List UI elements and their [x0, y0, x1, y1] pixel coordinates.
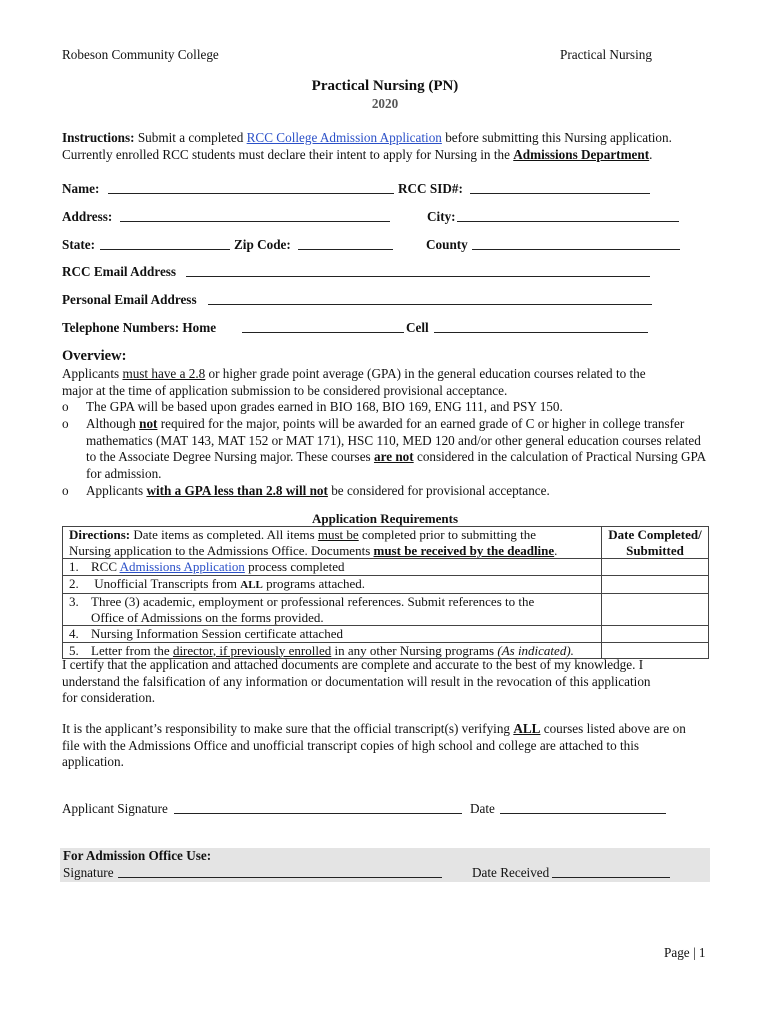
overview-p1a: Applicants	[62, 366, 120, 381]
item-5a: Letter from the	[91, 642, 170, 658]
county-label: County	[426, 237, 468, 252]
item-number: 1.	[69, 559, 79, 574]
bullet-2b: required for the major, points will be awarded for an earned grade of C or higher in college transfer mathematics (MAT 143, MAT 152 or MAT 171), HSC 110, MED 120 and/or other general education courses related to the Associate Degree Nursing major. These courses	[86, 416, 701, 465]
item-2	[63, 575, 602, 594]
date-received-label: Date Received	[472, 865, 550, 880]
bullet-mark: o	[62, 399, 69, 414]
table-row	[63, 626, 709, 643]
item-1	[63, 559, 602, 576]
overview-bullet-1	[62, 399, 712, 416]
city-field[interactable]	[457, 209, 679, 222]
bullet-mark: o	[62, 416, 69, 431]
instructions-text1: Submit a completed	[137, 130, 244, 145]
overview-heading: Overview:	[62, 348, 127, 364]
item-2b: programs attached.	[266, 575, 366, 591]
directions-b: completed prior to submitting the	[361, 527, 536, 542]
item-number: 2.	[69, 575, 79, 591]
rcc-email-field[interactable]	[186, 264, 650, 277]
item-number: 4.	[69, 626, 79, 641]
responsibility-b: courses listed above are on	[543, 721, 686, 736]
instructions-label: Instructions:	[62, 130, 135, 145]
overview-bullet-2	[62, 416, 712, 483]
page-number	[664, 945, 705, 961]
state-label: State:	[62, 237, 95, 252]
directions-a: Date items as completed. All items	[133, 527, 315, 542]
applicant-signature-label: Applicant Signature	[62, 801, 168, 816]
overview-intro	[62, 366, 712, 399]
phone-label: Telephone Numbers: Home	[62, 320, 217, 335]
certification	[62, 657, 712, 707]
responsibility	[62, 721, 712, 771]
zip-field[interactable]	[298, 237, 393, 250]
bullet-2a: Although	[86, 416, 136, 431]
certify-line2: understand the falsification of any information or documentation will result in the revocation of this application	[62, 673, 651, 689]
instructions-end: .	[649, 146, 653, 162]
table-row	[63, 575, 709, 594]
item-3-date[interactable]	[602, 594, 709, 626]
instructions	[62, 130, 712, 163]
item-3a: Three (3) academic, employment or professional references. Submit references to the	[91, 594, 535, 609]
page-year: 2020	[371, 96, 399, 111]
date-column-header	[602, 527, 709, 559]
item-1a: RCC	[91, 559, 118, 574]
item-5-director: director, if previously enrolled	[172, 642, 332, 658]
directions-must-be: must be	[317, 527, 359, 542]
item-number: 5.	[69, 642, 79, 658]
responsibility-a: It is the applicant’s responsibility to make sure that the official transcript(s) verifying	[62, 721, 511, 736]
overview-bullet-3	[62, 483, 712, 500]
page-num: 1	[698, 945, 706, 960]
requirements-table	[62, 526, 709, 659]
responsibility-line3: application.	[62, 754, 124, 770]
responsibility-all: ALL	[513, 721, 541, 736]
item-2-date[interactable]	[602, 575, 709, 594]
item-5b: in any other Nursing programs	[334, 642, 495, 658]
sid-field[interactable]	[470, 181, 650, 194]
directions-label: Directions:	[69, 527, 131, 542]
office-signature-label: Signature	[63, 865, 114, 880]
responsibility-line2: file with the Admissions Office and unofficial transcript copies of high school and college are attached to this	[62, 737, 640, 753]
item-2a: Unofficial Transcripts from	[94, 575, 237, 591]
office-use-heading: For Admission Office Use:	[63, 848, 212, 863]
address-field[interactable]	[120, 209, 390, 222]
item-3b: Office of Admissions on the forms provided.	[91, 609, 324, 625]
cell-label: Cell	[406, 320, 429, 335]
state-field[interactable]	[100, 237, 230, 250]
zip-label: Zip Code:	[234, 237, 291, 252]
overview-gpa-requirement: must have a 2.8	[122, 366, 206, 381]
item-2-all: ALL	[240, 578, 263, 591]
name-label: Name:	[62, 181, 100, 196]
name-field[interactable]	[108, 181, 394, 194]
certify-line3: for consideration.	[62, 690, 156, 706]
personal-email-field[interactable]	[208, 292, 652, 305]
requirements-heading: Application Requirements	[311, 511, 458, 526]
rcc-application-link[interactable]: RCC College Admission Application	[246, 130, 442, 145]
bullet-3-gpa: with a GPA less than 2.8 will not	[146, 483, 328, 498]
item-4-text: Nursing Information Session certificate attached	[91, 626, 343, 641]
personal-email-label: Personal Email Address	[62, 292, 197, 307]
bullet-3b: be considered for provisional acceptance.	[331, 483, 550, 498]
applicant-signature-field[interactable]	[174, 801, 462, 814]
certify-line1: I certify that the application and attached documents are complete and accurate to the best of my knowledge. I	[62, 657, 644, 672]
signature-date-label: Date	[470, 801, 495, 816]
directions-cell	[63, 527, 602, 559]
bullet-2-are-not: are not	[373, 449, 414, 465]
directions-c: Nursing application to the Admissions Office. Documents	[69, 542, 371, 558]
admissions-application-link[interactable]: Admissions Application	[119, 559, 245, 574]
admissions-dept: Admissions Department	[513, 146, 650, 162]
county-field[interactable]	[472, 237, 680, 250]
cell-phone-field[interactable]	[434, 320, 648, 333]
bullet-2d: considered in the calculation of Practical Nursing GPA for admission.	[86, 449, 706, 481]
item-1-date[interactable]	[602, 559, 709, 576]
office-signature-field[interactable]	[118, 865, 442, 878]
directions-deadline: must be received by the deadline	[373, 542, 555, 558]
overview-p1b: or higher grade point average (GPA) in the general education courses related to the	[208, 366, 646, 381]
table-row	[63, 559, 709, 576]
sid-label: RCC SID#:	[398, 181, 463, 196]
item-4-date[interactable]	[602, 626, 709, 643]
bullet-1-text: The GPA will be based upon grades earned in BIO 168, BIO 169, ENG 111, and PSY 150.	[86, 399, 563, 414]
page-title: Practical Nursing (PN)	[311, 78, 459, 94]
city-label: City:	[427, 209, 456, 224]
bullet-2-text	[86, 416, 708, 482]
item-5-indicated: (As indicated).	[497, 642, 574, 658]
signature-date-field[interactable]	[500, 801, 666, 814]
directions-end: .	[554, 542, 558, 558]
bullet-mark: o	[62, 483, 69, 498]
overview-p1c: major at the time of application submission to be considered provisional acceptance.	[62, 382, 508, 398]
bullet-3-text	[86, 483, 708, 500]
date-received-field[interactable]	[552, 865, 670, 878]
home-phone-field[interactable]	[242, 320, 404, 333]
header-program: Practical Nursing	[560, 47, 652, 62]
item-number: 3.	[69, 594, 79, 609]
item-1b: process completed	[248, 559, 345, 574]
date-col-line2: Submitted	[626, 542, 684, 558]
rcc-email-label: RCC Email Address	[62, 264, 177, 279]
header-college: Robeson Community College	[62, 47, 219, 62]
item-4	[63, 626, 602, 643]
table-row	[63, 594, 709, 626]
bullet-3a: Applicants	[86, 483, 144, 498]
date-col-line1: Date Completed/	[608, 527, 702, 542]
bullet-2-not: not	[139, 416, 158, 431]
item-3	[63, 594, 602, 626]
page-separator: |	[692, 945, 696, 960]
table-row	[63, 527, 709, 559]
instructions-line2: Currently enrolled RCC students must declare their intent to apply for Nursing in the	[62, 146, 510, 162]
address-label: Address:	[62, 209, 113, 224]
page-label: Page	[664, 945, 690, 960]
instructions-text2: before submitting this Nursing application.	[445, 130, 672, 145]
